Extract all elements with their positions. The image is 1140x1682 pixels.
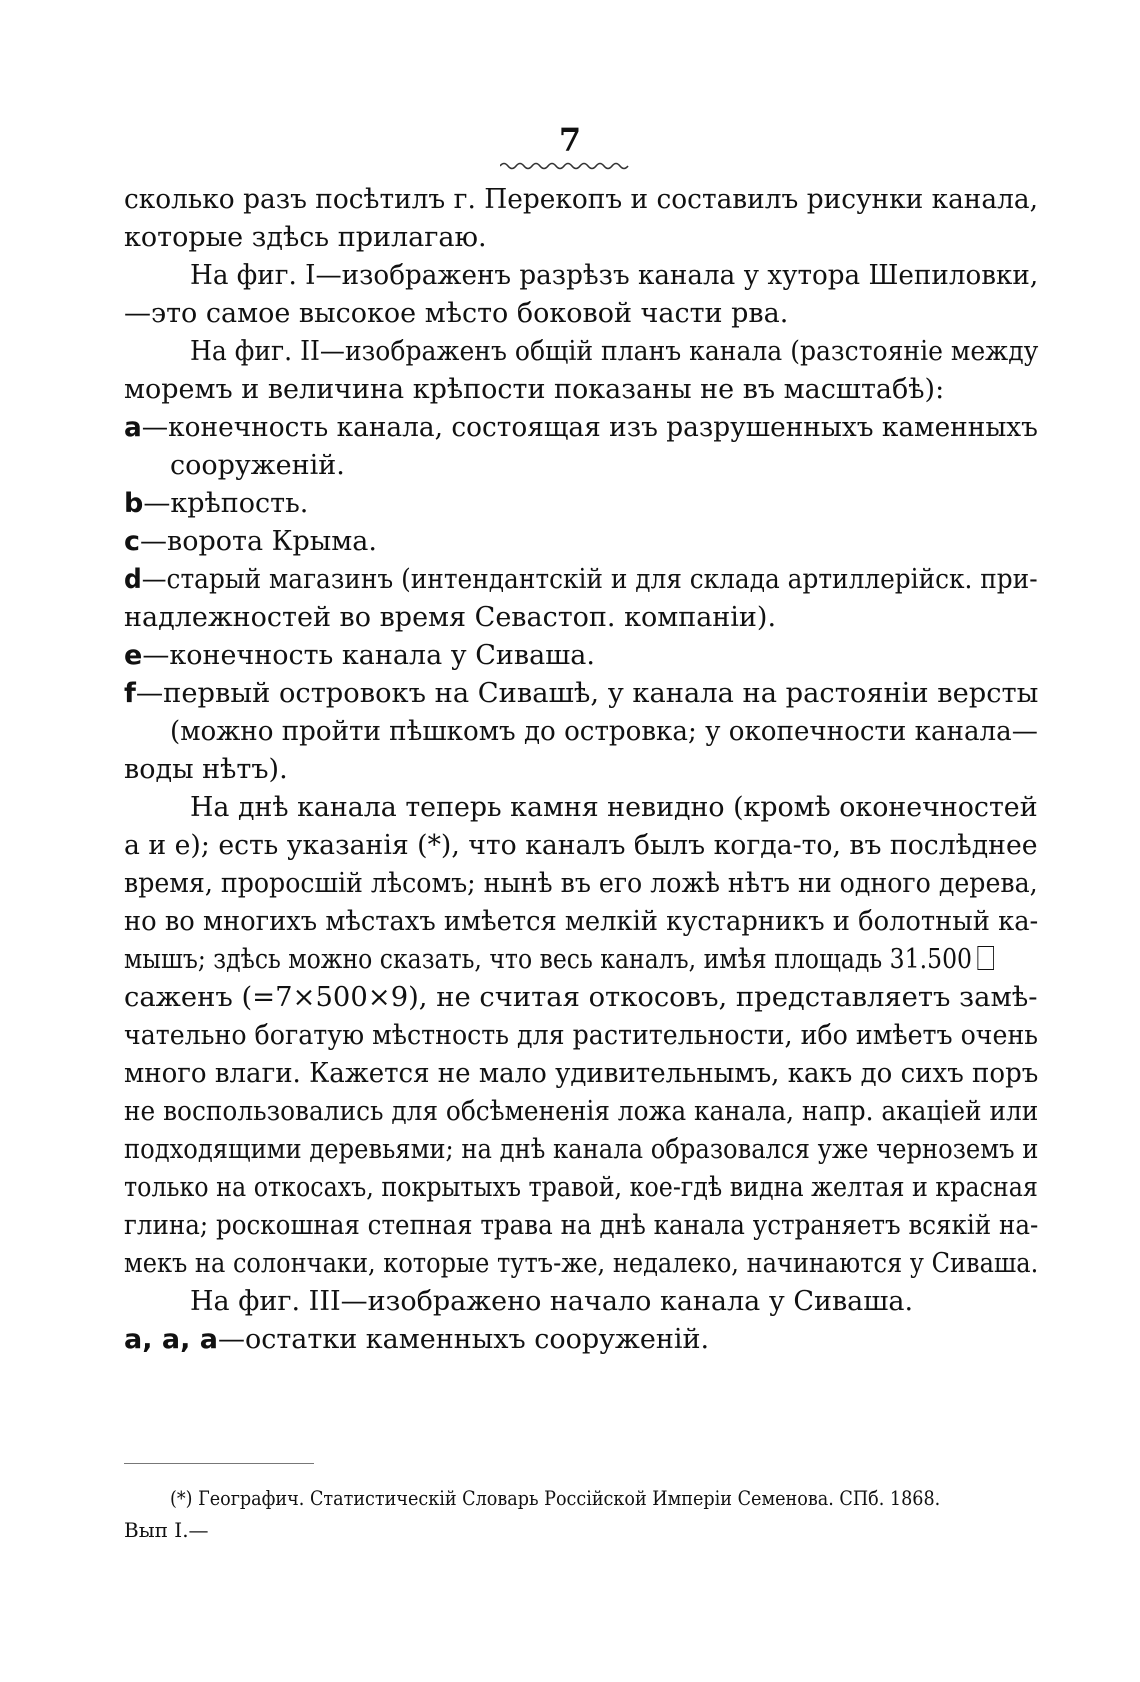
text-line: мекъ на солончаки, которые тутъ-же, недалеко, начинаются у Сиваша.	[124, 1248, 1039, 1279]
text-line: чательно богатую мѣстность для растительности, ибо имѣетъ очень	[124, 1020, 1039, 1051]
text-line: моремъ и величина крѣпости показаны не въ масштабѣ):	[124, 374, 945, 405]
text-line: только на откосахъ, покрытыхъ травой, кое-гдѣ видна желтая и красная	[124, 1172, 1038, 1203]
text-line: подходящими деревьями; на днѣ канала образовался уже черноземъ и	[124, 1134, 1039, 1165]
wavy-rule-ornament	[500, 160, 630, 172]
page-number: 7	[558, 121, 582, 159]
text-line: На фиг. II—изображенъ общій планъ канала (разстояніе между	[190, 336, 1039, 367]
text-line: f—первый островокъ на Сивашѣ, у канала на растояніи версты	[124, 678, 1039, 709]
text-line: На фиг. III—изображено начало канала у Сиваша.	[190, 1286, 914, 1317]
footnote-line: (*) Географич. Статистическій Словарь Россійской Имперіи Семенова. СПб. 1868.	[170, 1486, 941, 1510]
text-line: саженъ (=7×500×9), не считая откосовъ, представляетъ замѣ-	[124, 982, 1038, 1013]
text-line: надлежностей во время Севастоп. компаніи).	[124, 602, 777, 633]
text-line: сооруженій.	[170, 450, 345, 481]
text-line: которые здѣсь прилагаю.	[124, 222, 487, 253]
footnote-line: Вып I.—	[124, 1518, 209, 1542]
text-line: a—конечность канала, состоящая изъ разрушенныхъ каменныхъ	[124, 412, 1038, 443]
text-line: (можно пройти пѣшкомъ до островка; у окопечности канала—	[170, 716, 1038, 747]
text-line: На днѣ канала теперь камня невидно (кромѣ оконечностей	[190, 792, 1038, 823]
text-line: e—конечность канала у Сиваша.	[124, 640, 595, 671]
text-line: много влаги. Кажется не мало удивительнымъ, какъ до сихъ поръ	[124, 1058, 1039, 1089]
text-line: a, a, a—остатки каменныхъ сооруженій.	[124, 1324, 710, 1355]
text-line: глина; роскошная степная трава на днѣ канала устраняетъ всякій на-	[124, 1210, 1039, 1241]
text-line: b—крѣпость.	[124, 488, 309, 519]
square-symbol-icon	[977, 946, 994, 970]
footnote-rule	[124, 1463, 314, 1464]
text-line: сколько разъ посѣтилъ г. Перекопъ и составилъ рисунки канала,	[124, 184, 1039, 215]
text-line: c—ворота Крыма.	[124, 526, 377, 557]
text-line: время, проросшій лѣсомъ; нынѣ въ его ложѣ нѣтъ ни одного дерева,	[124, 868, 1038, 899]
text-line: d—старый магазинъ (интендантскій и для склада артиллерійск. при-	[124, 564, 1038, 595]
text-line: —это самое высокое мѣсто боковой части рва.	[124, 298, 789, 329]
text-line: мышъ; здѣсь можно сказать, что весь каналъ, имѣя площадь 31.500	[124, 946, 994, 976]
text-line: воды нѣтъ).	[124, 754, 288, 785]
text-line: но во многихъ мѣстахъ имѣется мелкій кустарникъ и болотный ка-	[124, 906, 1039, 937]
text-line: На фиг. I—изображенъ разрѣзъ канала у хутора Шепиловки,	[190, 260, 1039, 291]
text-line: не воспользовались для обсѣмененія ложа канала, напр. акаціей или	[124, 1096, 1039, 1127]
text-line: a и e); есть указанія (*), что каналъ былъ когда-то, въ послѣднее	[124, 830, 1038, 861]
